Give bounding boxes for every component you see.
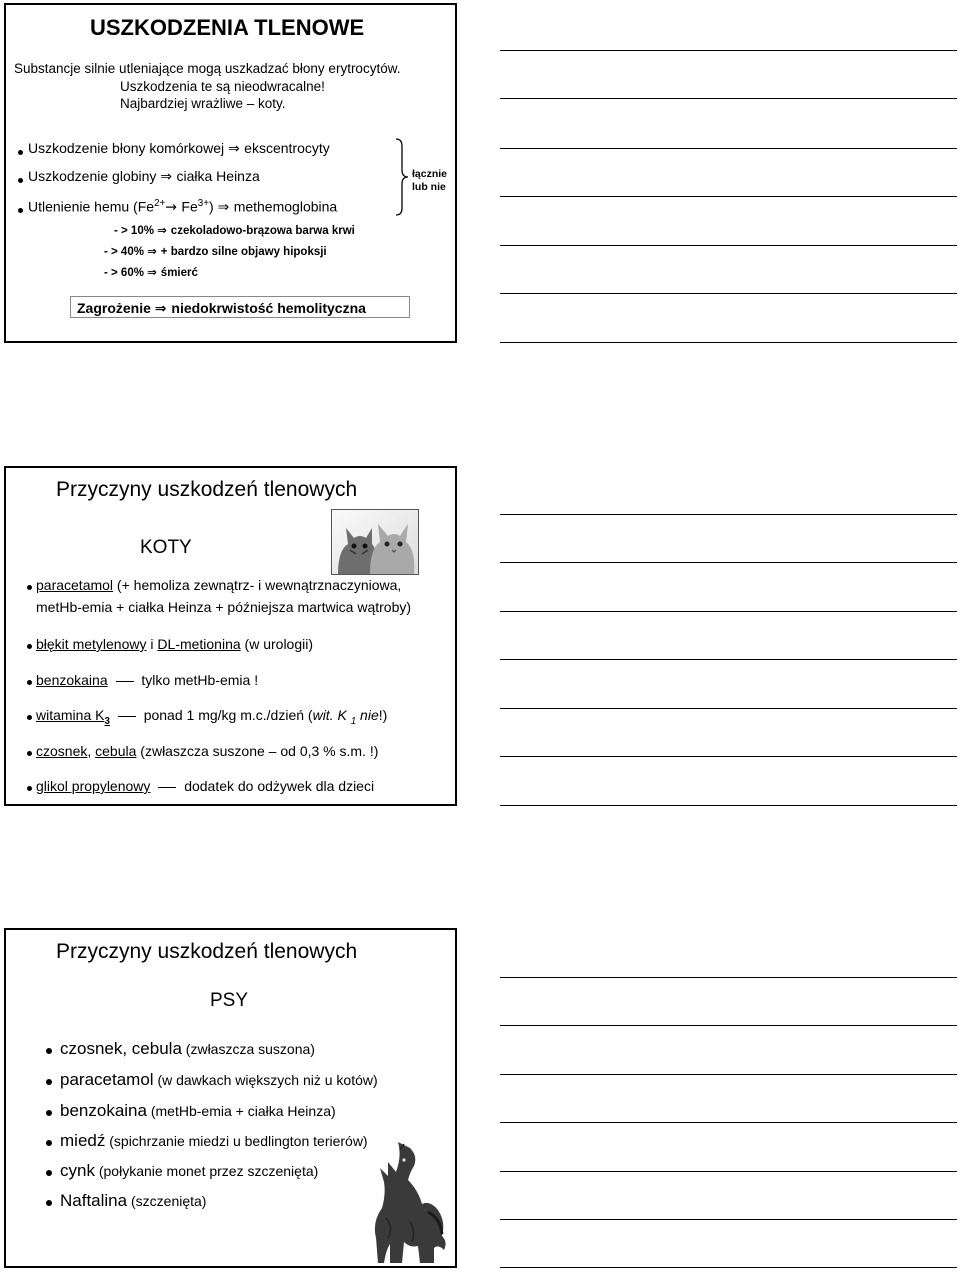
item-italic: wit. K: [312, 707, 351, 723]
superscript: 3+: [197, 198, 209, 209]
note-line: [500, 977, 957, 978]
substance-name: paracetamol: [60, 1070, 154, 1089]
note-line: [500, 245, 957, 246]
substance-name: cynk: [60, 1161, 95, 1180]
item-detail: tylko metHb-emia !: [141, 672, 259, 688]
level-prefix: - > 10%: [114, 225, 154, 237]
double-arrow-icon: ⇒: [227, 141, 245, 157]
bullet-text: Uszkodzenie błony komórkowej: [28, 140, 225, 156]
item-zinc: [60, 1161, 318, 1181]
bullet-globin-damage: [28, 168, 260, 185]
bullet-dot: [46, 1110, 52, 1116]
slide-uszkodzenia-tlenowe: [4, 3, 457, 343]
item-naphthalene: [60, 1191, 206, 1211]
superscript: 2+: [154, 198, 166, 209]
bullet-dot: [46, 1140, 52, 1146]
bullet-text: Uszkodzenie globiny: [28, 168, 157, 184]
note-line: [500, 1171, 957, 1172]
note-line: [500, 1267, 957, 1268]
item-detail: (szczenięta): [127, 1193, 207, 1209]
bullet-membrane-damage: [28, 140, 330, 157]
subscript: 1: [350, 715, 357, 727]
item-benzokaina: [36, 672, 258, 688]
dash-line-icon: [158, 787, 176, 788]
intro-line-2: Uszkodzenia te są nieodwracalne!: [120, 79, 325, 94]
bullet-dot: [18, 208, 23, 213]
item-paracetamol: [60, 1070, 378, 1090]
slide-subtitle: PSY: [210, 990, 249, 1011]
bullet-dot: [27, 680, 32, 685]
bullet-text: Fe: [181, 198, 198, 215]
bullet-dot: [18, 178, 23, 183]
threat-box: [70, 296, 410, 318]
bullet-dot: [46, 1170, 52, 1176]
level-prefix: - > 40%: [104, 246, 144, 258]
bullet-heme-oxidation: [28, 198, 337, 216]
note-line: [500, 1074, 957, 1075]
note-line: [500, 196, 957, 197]
level-text: śmierć: [160, 267, 198, 279]
item-detail: (spichrzanie miedzi u bedlington terierów): [105, 1133, 368, 1149]
slide-przyczyny-koty: [4, 466, 457, 806]
note-line: [500, 342, 957, 343]
substance-name: czosnek: [36, 743, 88, 759]
level-text: czekoladowo-brązowa barwa krwi: [170, 225, 355, 237]
substance-name: cebula: [95, 743, 137, 759]
note-line: [500, 805, 957, 806]
item-detail: !): [378, 707, 388, 723]
substance-name: glikol propylenowy: [36, 778, 151, 794]
note-line: [500, 293, 957, 294]
substance-name: paracetamol: [36, 577, 114, 593]
item-benzokaina: [60, 1101, 336, 1121]
item-detail: (w urologii): [240, 636, 314, 652]
bullet-dot: [27, 644, 32, 649]
brace-note-2: lub nie: [412, 181, 446, 193]
bullet-dot: [46, 1200, 52, 1206]
cats-photo: [331, 509, 419, 575]
item-detail: ponad 1 mg/kg m.c./dzień (: [143, 707, 313, 723]
slide-title: USZKODZENIA TLENOWE: [90, 15, 365, 40]
item-detail: dodatek do odżywek dla dzieci: [184, 778, 375, 794]
note-line: [500, 514, 957, 515]
item-paracetamol-line2: metHb-emia + ciałka Heinza + późniejsza martwica wątroby): [36, 599, 412, 615]
level-prefix: - > 60%: [104, 267, 144, 279]
level-60: [104, 265, 198, 279]
note-line: [500, 562, 957, 563]
note-line: [500, 50, 957, 51]
note-line: [500, 1219, 957, 1220]
substance-name: benzokaina: [36, 672, 108, 688]
note-line: [500, 708, 957, 709]
bullet-text: ): [208, 198, 214, 215]
item-copper: [60, 1131, 368, 1151]
item-detail: (połykanie monet przez szczenięta): [94, 1163, 319, 1179]
bullet-dot: [27, 751, 32, 756]
level-40: [104, 244, 327, 258]
item-detail: (zwłaszcza suszona): [181, 1041, 315, 1057]
level-text: + bardzo silne objawy hipoksji: [160, 246, 327, 258]
note-line: [500, 756, 957, 757]
item-detail: (w dawkach większych niż u kotów): [153, 1072, 378, 1088]
double-arrow-icon: ⇒: [154, 301, 172, 317]
bullet-result: methemoglobina: [233, 198, 338, 215]
substance-name: błękit metylenowy: [36, 636, 147, 652]
bullet-dot: [27, 585, 32, 590]
double-arrow-icon: ⇒: [217, 199, 234, 216]
item-detail: i: [146, 636, 158, 652]
note-line: [500, 611, 957, 612]
item-garlic-onion: [60, 1039, 315, 1059]
bullet-dot: [18, 150, 23, 155]
note-line: [500, 148, 957, 149]
slide-przyczyny-psy: [4, 928, 457, 1268]
substance-name: miedź: [60, 1131, 106, 1150]
intro-line-1: Substancje silnie utleniające mogą uszkadzać błony erytrocytów.: [14, 61, 401, 76]
dash-line-icon: [118, 716, 136, 717]
subscript: 3: [104, 715, 110, 727]
threat-result: niedokrwistość hemolityczna: [171, 300, 366, 316]
substance-name: witamina K: [36, 707, 105, 723]
dash-line-icon: [116, 681, 134, 682]
double-arrow-icon: ⇒: [147, 244, 161, 258]
threat-label: Zagrożenie: [77, 300, 151, 316]
bullet-dot: [46, 1079, 52, 1085]
double-arrow-icon: ⇒: [160, 169, 177, 185]
note-line: [500, 1025, 957, 1026]
item-garlic-onion: [36, 743, 378, 759]
curly-brace-icon: [394, 138, 410, 216]
brace-note-1: łącznie: [412, 168, 448, 180]
item-italic: nie: [356, 707, 379, 723]
item-methylene-blue: [36, 636, 313, 652]
item-detail: (metHb-emia + ciałka Heinza): [146, 1103, 336, 1119]
howling-wolf-image: [358, 1138, 453, 1263]
item-detail: (+ hemoliza zewnątrz- i wewnątrznaczyniowa,: [113, 577, 402, 593]
slide-title: Przyczyny uszkodzeń tlenowych: [56, 940, 358, 963]
slide-title: Przyczyny uszkodzeń tlenowych: [56, 478, 358, 501]
bullet-dot: [27, 715, 32, 720]
bullet-result: ekscentrocyty: [244, 140, 330, 156]
bullet-dot: [27, 786, 32, 791]
substance-name: Naftalina: [60, 1191, 128, 1210]
item-propylene-glycol: [36, 778, 374, 794]
item-vitamin-k3: [36, 707, 387, 727]
level-10: [114, 223, 355, 237]
intro-line-3: Najbardziej wrażliwe – koty.: [120, 96, 286, 111]
substance-name: benzokaina: [60, 1101, 147, 1120]
item-paracetamol: [36, 577, 401, 593]
bullet-text: Utlenienie hemu (Fe: [28, 198, 155, 215]
note-line: [500, 98, 957, 99]
bullet-result: ciałka Heinza: [176, 168, 260, 184]
item-detail: ,: [87, 743, 96, 759]
note-line: [500, 1122, 957, 1123]
cats-image: [332, 510, 418, 574]
arrow-right-icon: →: [165, 199, 182, 216]
bullet-dot: [46, 1048, 52, 1054]
substance-name: DL-metionina: [157, 636, 241, 652]
double-arrow-icon: ⇒: [157, 223, 171, 237]
slide-subtitle: KOTY: [140, 537, 192, 558]
note-line: [500, 659, 957, 660]
substance-name: czosnek, cebula: [60, 1039, 182, 1058]
double-arrow-icon: ⇒: [147, 265, 161, 279]
item-detail: (zwłaszcza suszone – od 0,3 % s.m. !): [136, 743, 379, 759]
